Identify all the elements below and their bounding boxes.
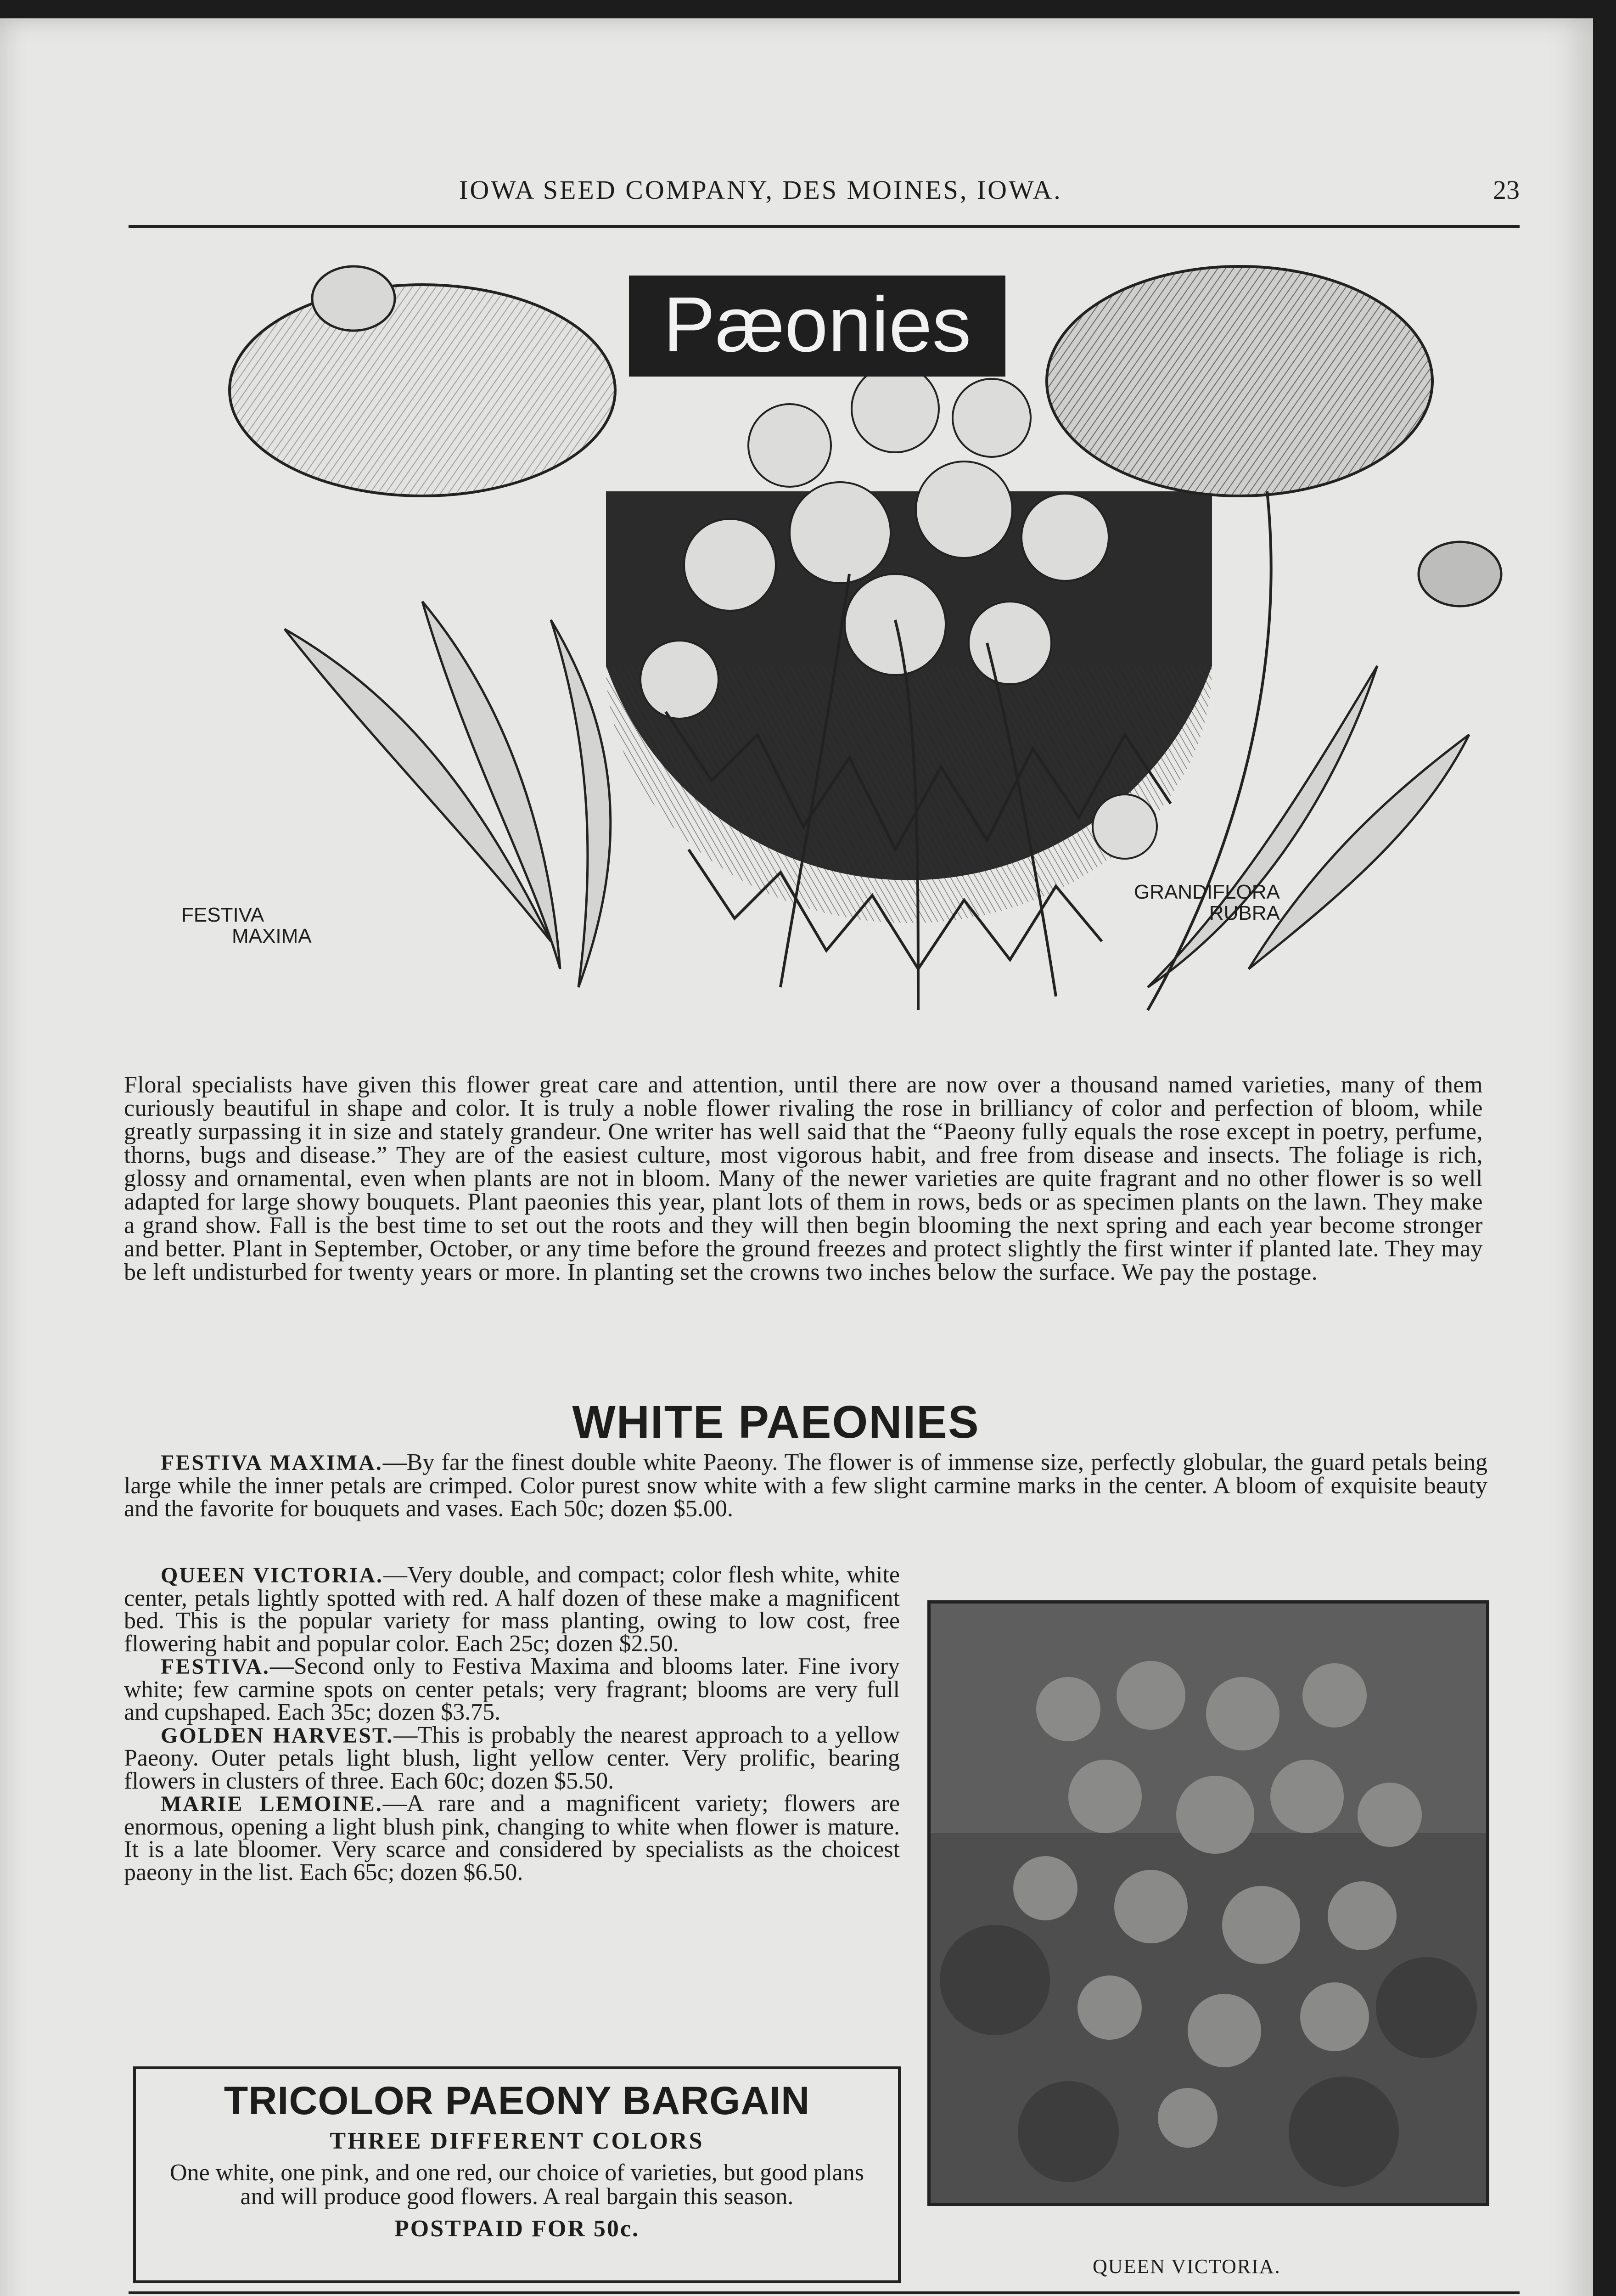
entry-text: —A rare and a magnificent variety; flowers are enormous, opening a light blush pink, changing to white when flower is mature. It is a late bloomer. Very scarce and considered by specialists as the choicest paeony in the list. Each 65c; dozen $6.50. bbox=[124, 1790, 900, 1885]
footer-rule bbox=[129, 2291, 1520, 2294]
entry-name: FESTIVA MAXIMA. bbox=[161, 1451, 383, 1475]
label-festiva-maxima bbox=[181, 905, 312, 947]
intro-paragraph: Floral specialists have given this flower great care and attention, until there are now over a thousand named varieties, many of them curiously beautiful in shape and color. It is truly a noble flower rivaling the rose in brilliancy of color and perfection of bloom, while greatly surpassing it in size and stately grandeur. One writer has well said that the “Paeony fully equals the rose except in poetry, perfume, thorns, bugs and disease.” They are of the easiest culture, most vigorous habit, and free from disease and insects. The foliage is rich, glossy and ornamental, even when plants are not in bloom. Many of the newer varieties are quite fragrant and no other flower is so well adapted for large showy bouquets. Plant paeonies this year, plant lots of them in rows, beds or as specimen plants on the lawn. They make a grand show. Fall is the best time to set out the roots and they will then begin blooming the next spring and each year become stronger and better. Plant in September, October, or any time before the ground freezes and protect slightly the first winter if planted late. They may be left undisturbed for twenty years or more. In planting set the crowns two inches below the surface. We pay the postage. bbox=[124, 1072, 1483, 1285]
label-grandiflora-rubra bbox=[1134, 882, 1280, 924]
entry-name: MARIE LEMOINE. bbox=[161, 1792, 383, 1816]
label-right-line2: RUBRA bbox=[1209, 902, 1280, 924]
entry-text: —Second only to Festiva Maxima and blooms later. Fine ivory white; few carmine spots on center petals; very fragrant; blooms are very full and cupshaped. Each 35c; dozen $3.75. bbox=[124, 1653, 900, 1725]
section-heading: WHITE PAEONIES bbox=[572, 1396, 980, 1448]
label-left-line1: FESTIVA bbox=[181, 904, 264, 926]
label-left-line2: MAXIMA bbox=[232, 925, 312, 947]
tricolor-bargain-box bbox=[133, 2066, 901, 2283]
entry-marie-lemoine bbox=[124, 1792, 900, 1884]
label-right-line1: GRANDIFLORA bbox=[1134, 881, 1280, 903]
page-number: 23 bbox=[1493, 175, 1520, 205]
queen-victoria-photo bbox=[927, 1600, 1489, 2206]
photo-caption: QUEEN VICTORIA. bbox=[1093, 2255, 1281, 2278]
entry-festiva bbox=[124, 1655, 900, 1724]
entry-festiva-maxima bbox=[124, 1451, 1487, 1520]
bargain-price: POSTPAID FOR 50c. bbox=[394, 2216, 640, 2242]
entry-name: GOLDEN HARVEST. bbox=[161, 1723, 394, 1748]
illustration-title: Pæonies bbox=[629, 276, 1005, 377]
catalog-page bbox=[0, 18, 1593, 2296]
entry-text: —By far the finest double white Paeony. The flower is of immense size, perfectly globular, the guard petals being large while the inner petals are crimped. Color purest snow white with a few slight carmine marks in the center. A bloom of exquisite beauty and the favorite for bouquets and vases. Each 50c; dozen $5.00. bbox=[124, 1449, 1487, 1522]
header-title: IOWA SEED COMPANY, DES MOINES, IOWA. bbox=[459, 175, 1062, 205]
entry-name: FESTIVA. bbox=[161, 1654, 270, 1679]
entry-golden-harvest bbox=[124, 1724, 900, 1793]
entry-queen-victoria bbox=[124, 1564, 900, 1655]
entry-name: QUEEN VICTORIA. bbox=[161, 1563, 383, 1587]
bargain-subtitle: THREE DIFFERENT COLORS bbox=[330, 2128, 704, 2154]
entries-column bbox=[124, 1564, 900, 1884]
page-header bbox=[129, 156, 1520, 228]
entry-text: —Very double, and compact; color flesh white, white center, petals lightly spotted with red. A half dozen of these make a magnificent bed. This is the popular variety for mass planting, owing to low cost, free flowering habit and popular color. Each 25c; dozen $2.50. bbox=[124, 1562, 900, 1657]
entry-text: —This is probably the nearest approach to a yellow Paeony. Outer petals light blush, light yellow center. Very prolific, bearing flowers in clusters of three. Each 60c; dozen $5.50. bbox=[124, 1722, 900, 1794]
bargain-title: TRICOLOR PAEONY BARGAIN bbox=[224, 2079, 810, 2123]
bargain-body: One white, one pink, and one red, our choice of varieties, but good plans and will produce good flowers. A real bargain this season. bbox=[170, 2160, 864, 2210]
